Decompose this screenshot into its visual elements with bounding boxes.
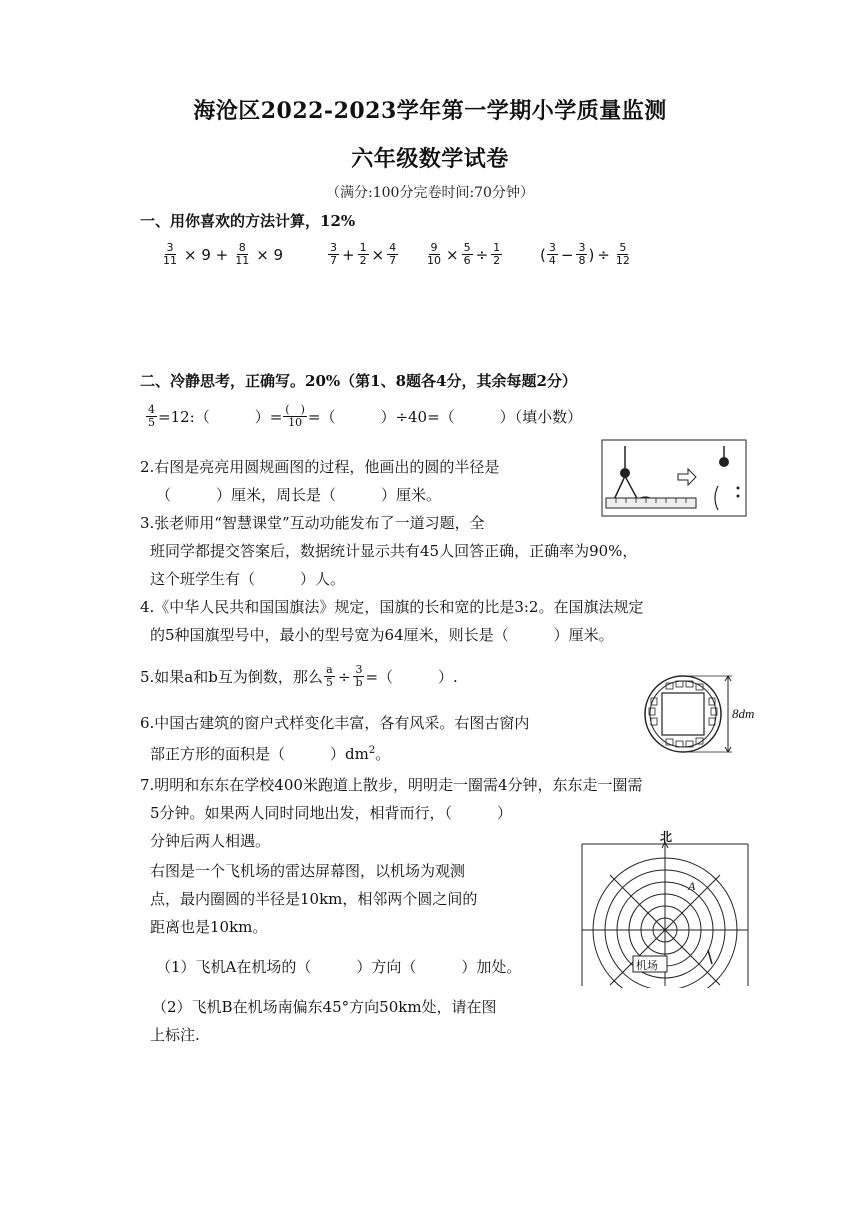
question-8-sub2-line2: 上标注. xyxy=(150,1026,200,1044)
page-subtitle: 六年级数学试卷 xyxy=(351,146,509,172)
compass-drawing-figure xyxy=(600,438,750,520)
question-8-line2: 点，最内圈圆的半径是10km，相邻两个圆之间的 xyxy=(150,890,478,908)
calc-expression-2: $\frac{3}{7}$ + $\frac{1}{2}$ × $\frac{4}{7}$ xyxy=(330,241,397,267)
ancient-window-figure xyxy=(640,672,760,756)
question-3-line3: 这个班学生有（ ）人。 xyxy=(150,570,346,588)
question-2-line2: （ ）厘米，周长是（ ）厘米。 xyxy=(156,486,442,504)
question-1: $\frac{4}{5}$ =12:（ ）= $\frac{( )}{10}$ =（ ）÷40=（ ）（填小数） xyxy=(148,403,583,429)
question-7-line2: 5分钟。如果两人同时同地出发，相背而行，（ ） xyxy=(150,804,513,822)
question-2-line1: 2.右图是亮亮用圆规画图的过程，他画出的圆的半径是 xyxy=(140,458,500,476)
window-diameter-label: 8dm xyxy=(732,706,755,721)
question-6-line2: 部正方形的面积是（ ）$dm^2$。 xyxy=(150,745,391,763)
north-label: 北 xyxy=(660,830,673,844)
question-8-line3: 距离也是10km。 xyxy=(150,918,268,936)
question-7-line1: 7.明明和东东在学校400米跑道上散步，明明走一圈需4分钟，东东走一圈需 xyxy=(140,776,643,794)
question-8-sub2-line1: （2）飞机B在机场南偏东45°方向50km处，请在图 xyxy=(152,998,497,1016)
section1-heading: 一、用你喜欢的方法计算，12% xyxy=(140,212,356,230)
radar-screen-figure xyxy=(580,830,750,988)
calc-expression-4: ( $\frac{3}{4}$ − $\frac{3}{8}$ ) ÷ $\frac{5}{12}$ xyxy=(540,241,630,267)
question-4-line2: 的5种国旗型号中，最小的型号宽为64厘米，则长是（ ）厘米。 xyxy=(150,626,614,644)
question-8-sub1: （1）飞机A在机场的（ ）方向（ ）加处。 xyxy=(156,958,522,976)
question-5: 5.如果a和b互为倒数，那么 $\frac{a}{5}$ ÷ $\frac{3}{b}$ =（ ）. xyxy=(140,663,458,689)
calc-expression-1: $\frac{3}{11}$ × 9 + $\frac{8}{11}$ × 9 xyxy=(163,241,284,267)
exam-meta: （满分:100分完卷时间:70分钟） xyxy=(326,185,534,201)
question-6-line1: 6.中国古建筑的窗户式样变化丰富，各有风采。右图古窗内 xyxy=(140,714,530,732)
section2-heading: 二、冷静思考，正确写。20%（第1、8题各4分，其余每题2分） xyxy=(140,372,577,390)
calc-expression-3: $\frac{9}{10}$ × $\frac{5}{6}$ ÷ $\frac{1}{2}$ xyxy=(427,241,501,267)
question-7-line3: 分钟后两人相遇。 xyxy=(150,832,271,850)
question-8-line1: 右图是一个飞机场的雷达屏幕图，以机场为观测 xyxy=(150,862,466,880)
airport-label: 机场 xyxy=(636,959,658,972)
plane-a-label: A xyxy=(688,879,696,893)
question-3-line1: 3.张老师用“智慧课堂”互动功能发布了一道习题，全 xyxy=(140,514,485,532)
page-title: 海沧区2022-2023学年第一学期小学质量监测 xyxy=(193,98,667,124)
question-4-line1: 4.《中华人民共和国国旗法》规定，国旗的长和宽的比是3:2。在国旗法规定 xyxy=(140,598,644,616)
question-3-line2: 班同学都提交答案后，数据统计显示共有45人回答正确，正确率为90%， xyxy=(150,542,638,560)
